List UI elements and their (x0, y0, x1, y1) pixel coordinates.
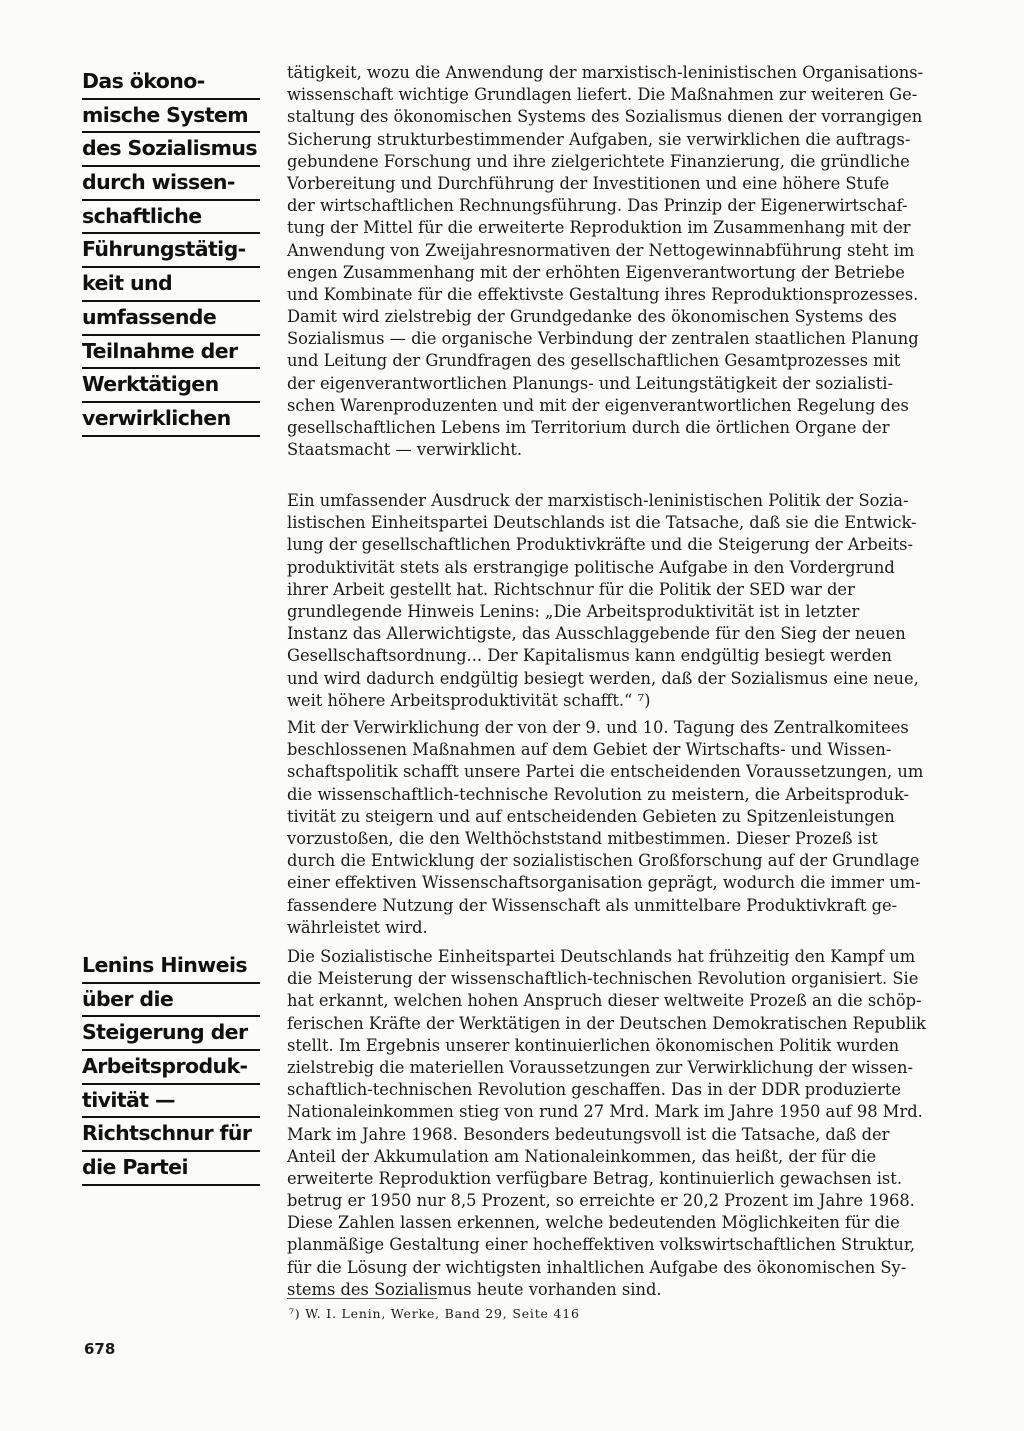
margin-heading-line: keit und (82, 268, 260, 302)
text-line: schen Warenproduzenten und mit der eigenverantwortlichen Regelung des (287, 395, 909, 415)
text-line: zielstrebig die materiellen Voraussetzungen zur Verwirklichung der wissen- (287, 1057, 914, 1077)
margin-heading-line: des Sozialismus (82, 133, 260, 167)
text-line: tung der Mittel für die erweiterte Reproduktion im Zusammenhang mit der (287, 218, 911, 238)
margin-heading-economic-system (82, 66, 260, 437)
text-line: planmäßige Gestaltung einer hocheffektiven volkswirtschaftlichen Struktur, (287, 1235, 916, 1255)
paragraph-1 (287, 62, 1003, 461)
text-line: hat erkannt, welchen hohen Anspruch dieser weltweite Prozeß an die schöp- (287, 991, 922, 1011)
text-line: produktivität stets als erstrangige politische Aufgabe in den Vordergrund (287, 557, 895, 577)
text-line: gebundene Forschung und ihre zielgerichtete Finanzierung, die gründliche (287, 151, 910, 171)
text-line: Nationaleinkommen stieg von rund 27 Mrd. Mark im Jahre 1950 auf 98 Mrd. (287, 1102, 923, 1122)
text-line: der eigenverantwortlichen Planungs- und Leitungstätigkeit der sozialisti- (287, 373, 893, 393)
text-line: staltung des ökonomischen Systems des Sozialismus dienen der vorrangigen (287, 107, 923, 127)
text-line: währleistet wird. (287, 917, 428, 937)
text-line: stellt. Im Ergebnis unserer kontinuierlichen ökonomischen Politik wurden (287, 1035, 900, 1055)
margin-heading-line: Führungstätig- (82, 234, 260, 268)
text-line: fassendere Nutzung der Wissenschaft als unmittelbare Produktivkraft ge- (287, 895, 898, 915)
text-line: Mark im Jahre 1968. Besonders bedeutungsvoll ist die Tatsache, daß der (287, 1124, 890, 1144)
margin-heading-line: mische System (82, 100, 260, 134)
margin-heading-line: umfassende (82, 302, 260, 336)
text-line: tätigkeit, wozu die Anwendung der marxistisch-leninistischen Organisations- (287, 63, 924, 82)
text-line: Gesellschaftsordnung... Der Kapitalismus kann endgültig besiegt werden (287, 646, 892, 666)
margin-heading-line: schaftliche (82, 201, 260, 235)
margin-heading-line: Das ökono- (82, 66, 260, 100)
margin-heading-line: über die (82, 984, 260, 1018)
text-line: tivität zu steigern und auf entscheidenden Gebieten zu Spitzenleistungen (287, 806, 895, 826)
text-line: erweiterte Reproduktion verfügbare Betrag, kontinuierlich gewachsen ist. (287, 1168, 903, 1188)
margin-heading-line: Steigerung der (82, 1017, 260, 1051)
text-line: betrug er 1950 nur 8,5 Prozent, so erreichte er 20,2 Prozent im Jahre 1968. (287, 1191, 915, 1211)
margin-heading-line: Richtschnur für (82, 1118, 260, 1152)
paragraph-2 (287, 490, 1003, 712)
text-line: wissenschaft wichtige Grundlagen liefert. Die Maßnahmen zur weiteren Ge- (287, 85, 918, 105)
margin-heading-lenin-note (82, 950, 260, 1186)
text-line: durch die Entwicklung der sozialistischen Großforschung auf der Grundlage (287, 851, 920, 871)
text-line: schaftspolitik schafft unsere Partei die entscheidenden Voraussetzungen, um (287, 762, 924, 782)
text-line: und Leitung der Grundfragen des gesellschaftlichen Gesamtprozesses mit (287, 351, 901, 371)
text-line: und wird dadurch endgültig besiegt werden, daß der Sozialismus eine neue, (287, 668, 919, 688)
text-line: listischen Einheitspartei Deutschlands ist die Tatsache, daß sie die Entwick- (287, 513, 917, 533)
text-line: Anteil der Akkumulation am Nationaleinkommen, das heißt, der für die (287, 1146, 877, 1166)
text-line: ihrer Arbeit gestellt hat. Richtschnur für die Politik der SED war der (287, 579, 855, 599)
text-line: der wirtschaftlichen Rechnungsführung. Das Prinzip der Eigenerwirtschaf- (287, 196, 908, 216)
margin-heading-line: verwirklichen (82, 403, 260, 437)
text-line: und Kombinate für die effektivste Gestaltung ihres Reproduktionsprozesses. (287, 284, 919, 304)
margin-heading-line: Lenins Hinweis (82, 950, 260, 984)
text-line: Sozialismus — die organische Verbindung der zentralen staatlichen Planung (287, 329, 919, 349)
text-line: schaftlich-technischen Revolution geschaffen. Das in der DDR produzierte (287, 1080, 902, 1100)
text-line: Damit wird zielstrebig der Grundgedanke des ökonomischen Systems des (287, 307, 897, 327)
text-line: einer effektiven Wissenschaftsorganisation geprägt, wodurch die immer um- (287, 873, 921, 893)
text-line: die Meisterung der wissenschaftlich-technischen Revolution organisiert. Sie (287, 969, 919, 989)
text-line: Instanz das Allerwichtigste, das Ausschlaggebende für den Sieg der neuen (287, 624, 906, 644)
margin-heading-line: tivität — (82, 1085, 260, 1119)
paragraph-4 (287, 946, 1003, 1301)
text-line: vorzustoßen, die den Welthöchststand mitbestimmen. Dieser Prozeß ist (287, 828, 878, 848)
margin-heading-line: die Partei (82, 1152, 260, 1186)
margin-heading-line: durch wissen- (82, 167, 260, 201)
text-line: die wissenschaftlich-technische Revolution zu meistern, die Arbeitsproduk- (287, 784, 910, 804)
footnote: ⁷) W. I. Lenin, Werke, Band 29, Seite 416 (289, 1306, 580, 1321)
text-line: Vorbereitung und Durchführung der Investitionen und eine höhere Stufe (287, 173, 890, 193)
text-line: für die Lösung der wichtigsten inhaltlichen Aufgabe des ökonomischen Sy- (287, 1257, 907, 1277)
text-line: Staatsmacht — verwirklicht. (287, 440, 523, 460)
text-line: Sicherung strukturbestimmender Aufgaben, sie verwirklichen die auftrags- (287, 129, 911, 149)
text-line: Mit der Verwirklichung der von der 9. und 10. Tagung des Zentralkomitees (287, 718, 909, 737)
margin-heading-line: Arbeitsproduk- (82, 1051, 260, 1085)
text-line: Anwendung von Zweijahresnormativen der Nettogewinnabführung steht im (287, 240, 915, 260)
footnote-divider (287, 1298, 437, 1299)
margin-heading-line: Werktätigen (82, 369, 260, 403)
text-line: lung der gesellschaftlichen Produktivkräfte und die Steigerung der Arbeits- (287, 535, 913, 555)
text-line: beschlossenen Maßnahmen auf dem Gebiet der Wirtschafts- und Wissen- (287, 740, 892, 760)
paragraph-3 (287, 717, 1003, 939)
text-line: stems des Sozialismus heute vorhanden sind. (287, 1279, 662, 1299)
margin-heading-line: Teilnahme der (82, 336, 260, 370)
page-number: 678 (84, 1340, 116, 1358)
text-line: engen Zusammenhang mit der erhöhten Eigenverantwortung der Betriebe (287, 262, 905, 282)
text-line: Die Sozialistische Einheitspartei Deutschlands hat frühzeitig den Kampf um (287, 947, 916, 966)
text-line: grundlegende Hinweis Lenins: „Die Arbeitsproduktivität ist in letzter (287, 601, 860, 621)
text-line: Diese Zahlen lassen erkennen, welche bedeutenden Möglichkeiten für die (287, 1213, 900, 1233)
text-line: ferischen Kräfte der Werktätigen in der Deutschen Demokratischen Republik (287, 1013, 927, 1033)
text-line: gesellschaftlichen Lebens im Territorium durch die örtlichen Organe der (287, 418, 890, 437)
text-line: Ein umfassender Ausdruck der marxistisch-leninistischen Politik der Sozia- (287, 491, 909, 510)
text-line: weit höhere Arbeitsproduktivität schafft.“ ⁷) (287, 690, 651, 710)
